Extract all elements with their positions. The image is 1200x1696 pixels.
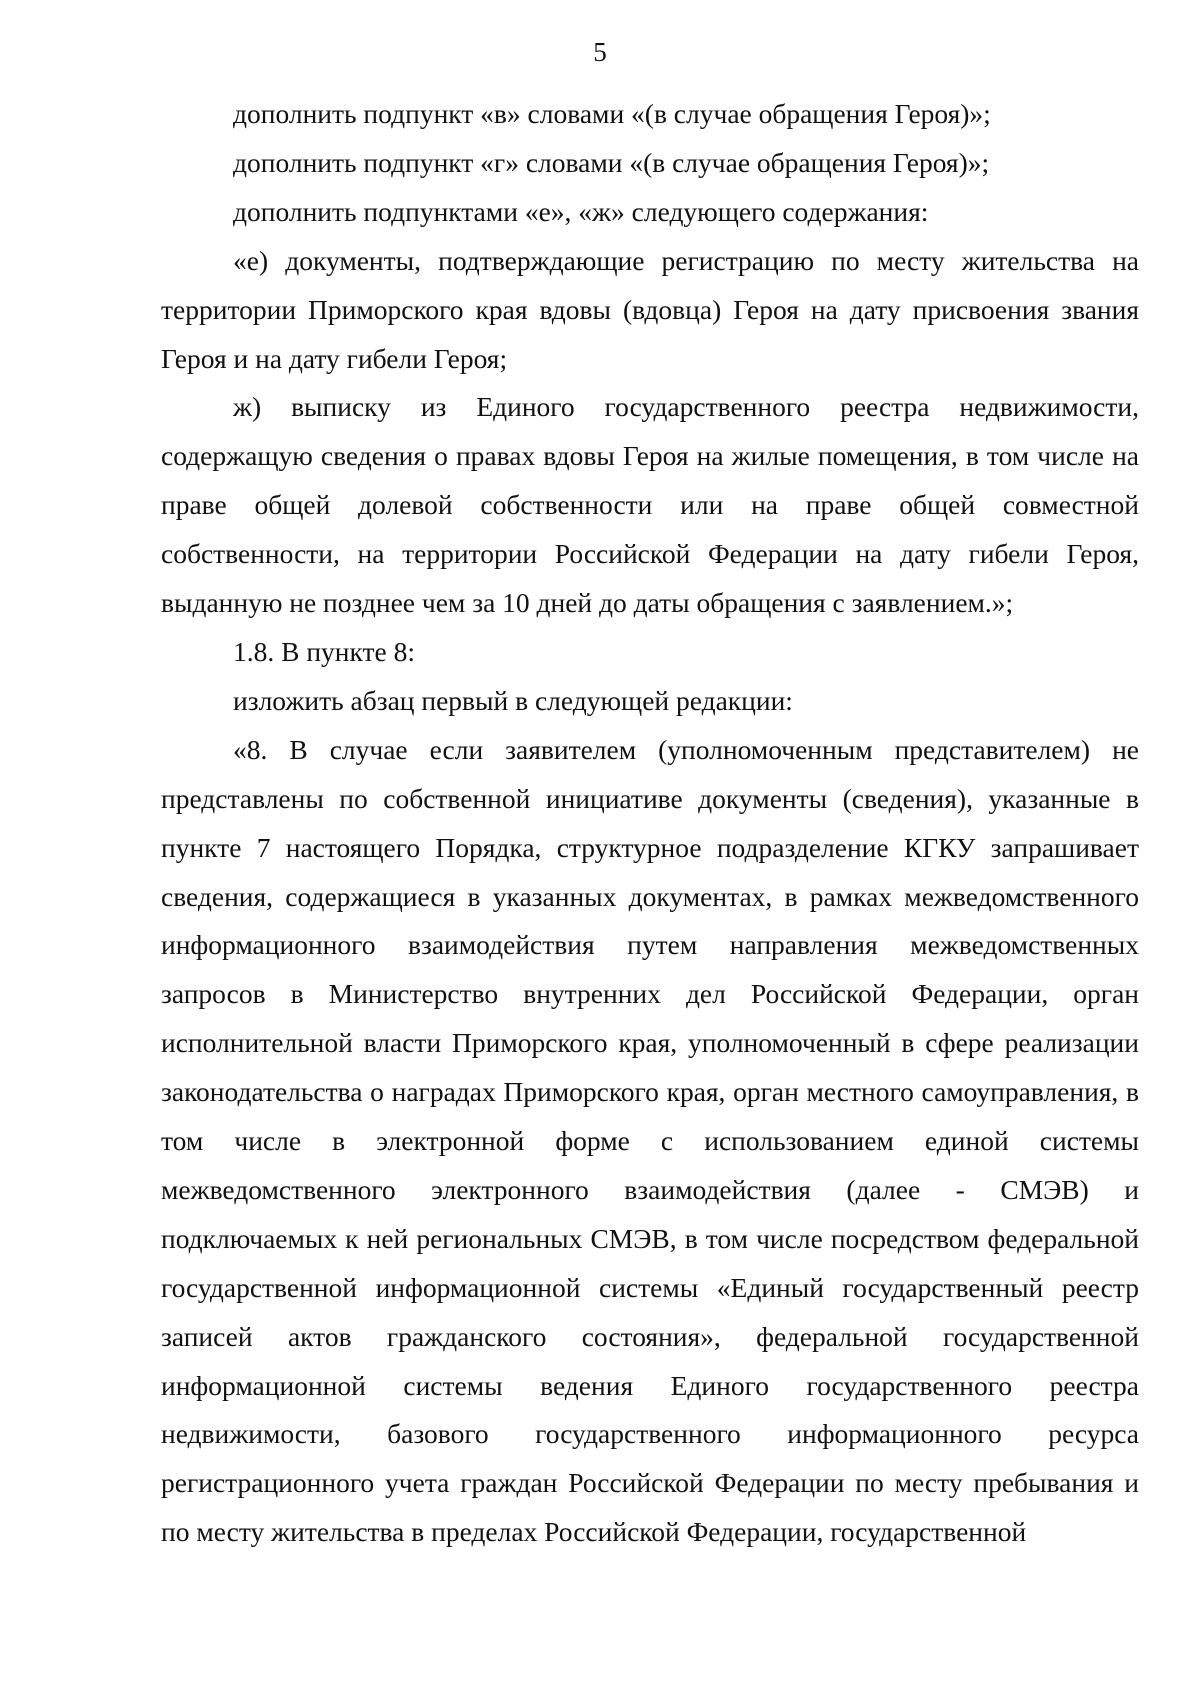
paragraph-amend-subpoint-g: дополнить подпункт «г» словами «(в случае обращения Героя)»; xyxy=(233,146,990,178)
paragraph-amend-subpoint-v: дополнить подпункт «в» словами «(в случае обращения Героя)»; xyxy=(233,98,991,129)
paragraph-section-1-8: 1.8. В пункте 8: xyxy=(233,635,416,667)
paragraph-restate-first-clause: изложить абзац первый в следующей редакции: xyxy=(233,684,793,716)
document-body xyxy=(161,90,1139,1557)
paragraph-add-subpoints: дополнить подпунктами «е», «ж» следующего содержания: xyxy=(233,195,929,227)
page-number: 5 xyxy=(593,37,607,67)
paragraph-subpoint-zh: ж) выписку из Единого государственного реестра недвижимости, содержащую сведения о правах вдовы Героя на жилые помещения, в том числе на праве общей долевой собственности или на праве общей совместной собственности, на территории Российской Федерации на дату гибели Героя, выданную не позднее чем за 10 дней до даты обращения с заявлением.»; xyxy=(161,391,1139,619)
paragraph-point-8-text: «8. В случае если заявителем (уполномоченным представителем) не представлены по собственной инициативе документы (сведения), указанные в пункте 7 настоящего Порядка, структурное подразделение КГКУ запрашивает сведения, содержащиеся в указанных документах, в рамках межведомственного информационного взаимодействия путем направления межведомственных запросов в Министерство внутренних дел Российской Федерации, орган исполнительной власти Приморского края, уполномоченный в сфере реализации законодательства о наградах Приморского края, орган местного самоуправления, в том числе в электронной форме с использованием единой системы межведомственного электронного взаимодействия (далее - СМЭВ) и подключаемых к ней региональных СМЭВ, в том числе посредством федеральной государственной информационной системы «Единый государственный реестр записей актов гражданского состояния», федеральной государственной информационной системы ведения Единого государственного реестра недвижимости, базового государственного информационного ресурса регистрационного учета граждан Российской Федерации по месту пребывания и по месту жительства в пределах Российской Федерации, государственной xyxy=(161,733,1139,1548)
paragraph-subpoint-e: «е) документы, подтверждающие регистрацию по месту жительства на территории Приморского края вдовы (вдовца) Героя на дату присвоения звания Героя и на дату гибели Героя; xyxy=(161,244,1139,374)
